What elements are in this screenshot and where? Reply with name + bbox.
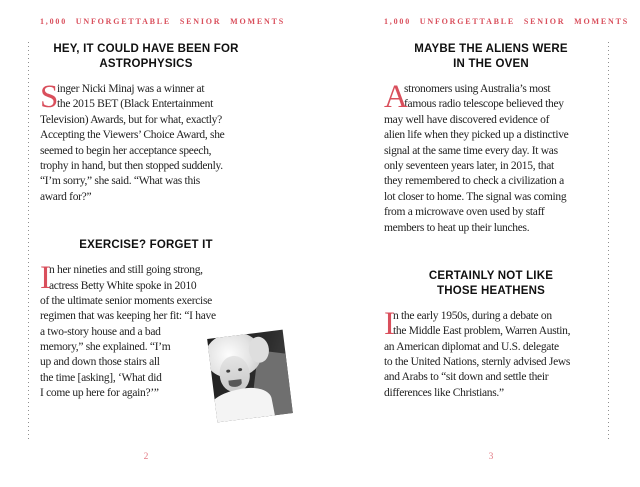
story-heading-line: IN THE OVEN bbox=[453, 58, 529, 70]
story-heading bbox=[40, 238, 252, 253]
story-line: they remembered to check a civilization a bbox=[384, 175, 564, 188]
running-head: 1,000 UNFORGETTABLE SENIOR MOMENTS bbox=[384, 17, 629, 26]
story-line: n the early 1950s, during a debate on bbox=[393, 309, 552, 322]
dropcap: I bbox=[384, 305, 395, 342]
story-line: only seventeen years later, in 2015, that bbox=[384, 159, 554, 172]
betty-white-photo bbox=[207, 330, 293, 423]
story-heading bbox=[40, 42, 252, 72]
story-line: lot closer to home. The signal was coming bbox=[384, 190, 567, 203]
story-heading bbox=[384, 42, 598, 72]
dropcap: S bbox=[40, 79, 59, 115]
story-line: inger Nicki Minaj was a winner at bbox=[57, 83, 205, 95]
story-line: and Arabs to “sit down and settle their bbox=[384, 371, 549, 384]
story-line: alien life when they picked up a distinctive bbox=[384, 129, 569, 142]
page-number: 2 bbox=[143, 452, 149, 462]
dropcap: A bbox=[384, 79, 408, 115]
story-heading-line: HEY, IT COULD HAVE BEEN FOR bbox=[53, 43, 239, 55]
story bbox=[40, 42, 252, 205]
story-body bbox=[384, 305, 598, 401]
left-dotted-rule bbox=[28, 42, 29, 440]
story-heading-line: EXERCISE? FORGET IT bbox=[79, 239, 213, 252]
story bbox=[384, 42, 598, 236]
running-head: 1,000 UNFORGETTABLE SENIOR MOMENTS bbox=[40, 17, 285, 26]
story-line: seemed to begin her acceptance speech, bbox=[40, 144, 212, 157]
story-line: the time [asking], ‘What did bbox=[40, 371, 162, 384]
story-line: up and down those stairs all bbox=[40, 356, 160, 369]
page-right bbox=[384, 0, 629, 487]
story-line: n her nineties and still going strong, bbox=[49, 264, 203, 277]
page-number: 3 bbox=[488, 452, 494, 462]
story-line: “I’m sorry,” she said. “What was this bbox=[40, 175, 200, 188]
right-dotted-rule bbox=[608, 42, 609, 440]
story-line: famous radio telescope believed they bbox=[404, 98, 564, 111]
story-line: memory,” she explained. “I’m bbox=[40, 341, 171, 354]
story-body bbox=[384, 79, 598, 236]
story-line: the Middle East problem, Warren Austin, bbox=[393, 325, 571, 338]
story-line: Television) Awards, but for what, exactly? bbox=[40, 113, 222, 126]
story-line: a two-story house and a bad bbox=[40, 325, 161, 338]
story-line: signal at the same time every day. It was bbox=[384, 144, 558, 157]
story-line: of the ultimate senior moments exercise bbox=[40, 294, 212, 307]
story-line: from a microwave oven used by staff bbox=[384, 206, 545, 219]
story-heading bbox=[384, 269, 598, 299]
story-body bbox=[40, 79, 252, 205]
story-line: stronomers using Australia’s most bbox=[404, 83, 551, 95]
story-line: Accepting the Viewers’ Choice Award, she bbox=[40, 129, 225, 142]
story bbox=[384, 269, 598, 401]
story-heading-line: MAYBE THE ALIENS WERE bbox=[414, 43, 568, 55]
story-line: may well have discovered evidence of bbox=[384, 113, 550, 126]
story-line: members to heat up their lunches. bbox=[384, 221, 530, 234]
story-line: an American diplomat and U.S. delegate bbox=[384, 340, 559, 353]
story-heading-line: ASTROPHYSICS bbox=[99, 58, 193, 70]
story-line: I come up here for again?’” bbox=[40, 387, 159, 400]
story-line: award for?” bbox=[40, 190, 92, 203]
story-line: differences like Christians.” bbox=[384, 386, 504, 399]
story-heading-line: CERTAINLY NOT LIKE bbox=[428, 269, 554, 282]
stories-container bbox=[384, 42, 598, 401]
story-line: actress Betty White spoke in 2010 bbox=[49, 279, 197, 292]
story-line: trophy in hand, but then stopped suddenly. bbox=[40, 159, 223, 172]
story-line: regimen that was keeping her fit: “I have bbox=[40, 310, 216, 323]
story-line: to the United Nations, sternly advised Jews bbox=[384, 356, 571, 369]
story-heading-line: THOSE HEATHENS bbox=[436, 284, 545, 297]
story-line: the 2015 BET (Black Entertainment bbox=[57, 98, 213, 111]
dropcap: I bbox=[40, 260, 51, 297]
